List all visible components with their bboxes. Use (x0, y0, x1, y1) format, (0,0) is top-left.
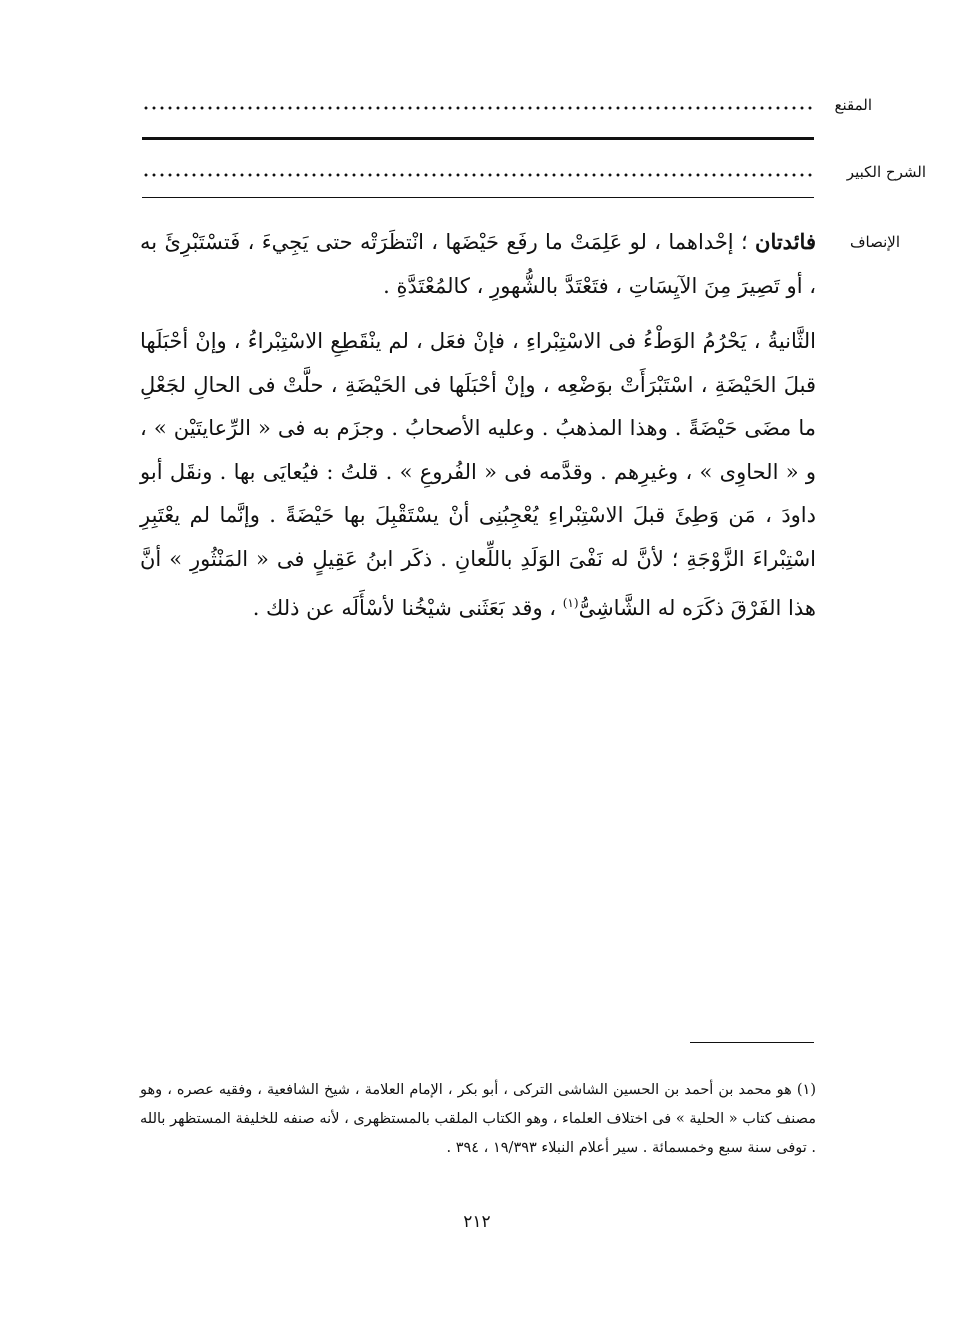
muqni-dotted-placeholder (142, 106, 814, 110)
paragraph-1-text: ؛ إحْداهما ، لو عَلِمَتْ ما رفَع حَيْضَها ، انْتظَرَتْه حتى يَجِيءَ ، فَتسْتَبْرِئَ به ، أو تَصِيرَ مِنَ الآيِسَاتِ ، فتَعْتَدَّ بالشُّهورِ ، كالمُعْتَدَّةِ . (140, 230, 816, 298)
section-label-muqni: المقنع (834, 96, 872, 114)
paragraph-lead-word: فائدتان (755, 229, 816, 254)
section-divider-thick (142, 137, 814, 140)
section-label-insaf: الإنصاف (849, 233, 900, 251)
sharh-dotted-placeholder (142, 173, 814, 177)
section-label-sharh: الشرح الكبير (846, 163, 926, 181)
insaf-paragraph-1 (140, 220, 816, 308)
paragraph-2-text-end: ، وقد بَعَثَنى شيْخُنا لأسْأَلَه عن ذلك . (252, 595, 563, 620)
footnote-reference: (١) (562, 595, 579, 610)
section-divider-thin (142, 197, 814, 198)
insaf-paragraph-2 (140, 320, 816, 630)
paragraph-2-text: الثَّانيةُ ، يَحْرُمُ الوَطْءُ فى الاسْتِبْراءِ ، فإنْ فعَل ، لم ينْقَطِعِ الاسْتِبْراءُ ، وإنْ أحْبَلَها قبلَ الحَيْضَةِ ، اسْتَبْرَأَتْ بوَضْعِه ، وإنْ أحْبَلَها فى الحَيْضَةِ ، حلَّتْ فى الحالِ لجَعْلِ ما مضَى حَيْضَةً . وهذا المذهبُ . وعليه الأصحابُ . وجزَم به فى « الرِّعايتَيْن » ، و « الحاوِى » ، وغيرِهم . وقدَّمه فى « الفُروعِ » . قلتُ : فيُعايَى بها . ونقَل أبو داودَ ، مَن وَطِئَ قبلَ الاسْتِبْراءِ يُعْجِبُنِى أنْ يسْتَقْبِلَ بها حَيْضَةً . وإنَّما لم يعْتَبِرِ اسْتِبْراءَ الزَّوْجَةِ ؛ لأنَّ له نَفْىَ الوَلَدِ باللِّعانِ . ذكَر ابنُ عَقِيلٍ فى « المَنْثُورِ » أنَّ هذا الفَرْقَ ذكَرَه له الشَّاشِىُّ (140, 329, 816, 620)
page-number: ٢١٢ (463, 1212, 491, 1232)
footnote-rule (690, 1042, 814, 1043)
footnote-text: (١) هو محمد بن أحمد بن الحسين الشاشى التركى ، أبو بكر ، الإمام العلامة ، شيخ الشافعية ، وفقيه عصره ، وهو مصنف كتاب « الحلية » فى اختلاف العلماء ، وهو الكتاب الملقب بالمستظهرى ، لأنه صنفه للخليفة المستظهر بالله . توفى سنة سبع وخمسمائة . سير أعلام النبلاء ١٩/٣٩٣ ، ٣٩٤ . (140, 1082, 816, 1156)
